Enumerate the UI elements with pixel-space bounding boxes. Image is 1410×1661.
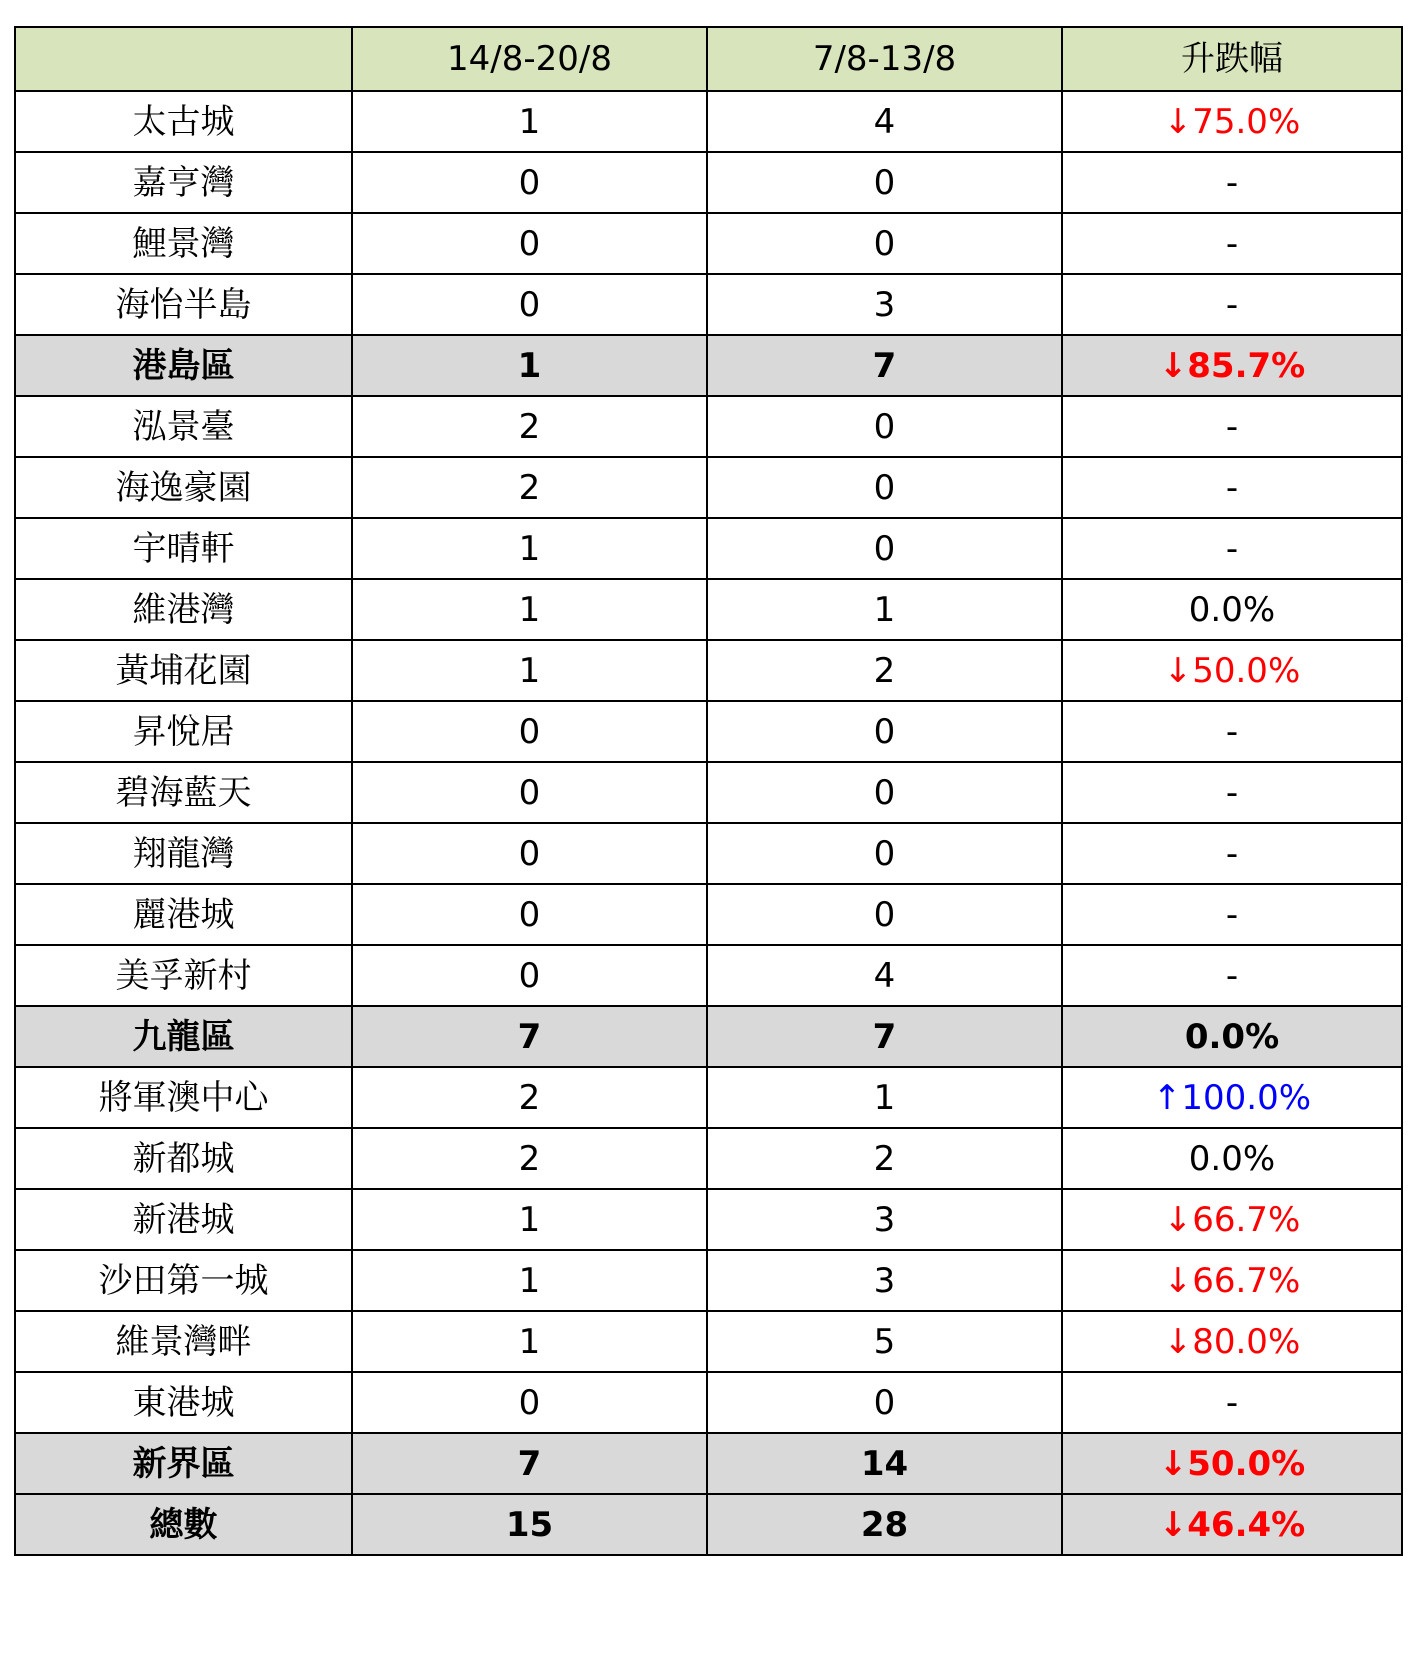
table-row <box>15 823 1402 884</box>
change-cell: - <box>1062 823 1402 884</box>
estate-name-cell: 沙田第一城 <box>15 1250 352 1311</box>
current-week-cell: 1 <box>352 579 707 640</box>
previous-week-cell: 0 <box>707 762 1062 823</box>
change-cell: - <box>1062 762 1402 823</box>
previous-week-cell: 0 <box>707 701 1062 762</box>
estate-name-cell: 維景灣畔 <box>15 1311 352 1372</box>
table-row <box>15 762 1402 823</box>
previous-week-cell: 14 <box>707 1433 1062 1494</box>
estate-name-cell: 新界區 <box>15 1433 352 1494</box>
table-body <box>15 91 1402 1555</box>
header-previous-week: 7/8-13/8 <box>707 27 1062 91</box>
previous-week-cell: 3 <box>707 1189 1062 1250</box>
table-row <box>15 701 1402 762</box>
change-cell: ↓50.0% <box>1062 640 1402 701</box>
change-cell: ↑100.0% <box>1062 1067 1402 1128</box>
header-current-week: 14/8-20/8 <box>352 27 707 91</box>
table-row <box>15 152 1402 213</box>
change-cell: - <box>1062 152 1402 213</box>
previous-week-cell: 0 <box>707 152 1062 213</box>
table-row <box>15 1250 1402 1311</box>
change-cell: 0.0% <box>1062 1006 1402 1067</box>
current-week-cell: 0 <box>352 762 707 823</box>
change-cell: ↓85.7% <box>1062 335 1402 396</box>
change-cell: ↓75.0% <box>1062 91 1402 152</box>
table-row <box>15 457 1402 518</box>
current-week-cell: 1 <box>352 1311 707 1372</box>
current-week-cell: 1 <box>352 518 707 579</box>
estate-name-cell: 翔龍灣 <box>15 823 352 884</box>
previous-week-cell: 0 <box>707 457 1062 518</box>
table-row <box>15 1372 1402 1433</box>
table-row <box>15 579 1402 640</box>
estate-name-cell: 總數 <box>15 1494 352 1555</box>
current-week-cell: 0 <box>352 213 707 274</box>
previous-week-cell: 0 <box>707 396 1062 457</box>
current-week-cell: 1 <box>352 335 707 396</box>
table-row <box>15 274 1402 335</box>
current-week-cell: 2 <box>352 1128 707 1189</box>
current-week-cell: 1 <box>352 1250 707 1311</box>
current-week-cell: 2 <box>352 1067 707 1128</box>
subtotal-row <box>15 1006 1402 1067</box>
estate-name-cell: 麗港城 <box>15 884 352 945</box>
estate-name-cell: 鯉景灣 <box>15 213 352 274</box>
previous-week-cell: 4 <box>707 945 1062 1006</box>
estate-name-cell: 港島區 <box>15 335 352 396</box>
current-week-cell: 0 <box>352 823 707 884</box>
change-cell: ↓66.7% <box>1062 1250 1402 1311</box>
change-cell: - <box>1062 1372 1402 1433</box>
change-cell: - <box>1062 396 1402 457</box>
estate-name-cell: 黃埔花園 <box>15 640 352 701</box>
previous-week-cell: 28 <box>707 1494 1062 1555</box>
table-row <box>15 945 1402 1006</box>
estate-name-cell: 新港城 <box>15 1189 352 1250</box>
table-row <box>15 396 1402 457</box>
change-cell: - <box>1062 213 1402 274</box>
subtotal-row <box>15 1494 1402 1555</box>
current-week-cell: 0 <box>352 152 707 213</box>
previous-week-cell: 3 <box>707 274 1062 335</box>
current-week-cell: 0 <box>352 884 707 945</box>
current-week-cell: 7 <box>352 1006 707 1067</box>
current-week-cell: 7 <box>352 1433 707 1494</box>
current-week-cell: 0 <box>352 945 707 1006</box>
table-row <box>15 1128 1402 1189</box>
previous-week-cell: 0 <box>707 823 1062 884</box>
table-row <box>15 518 1402 579</box>
estate-name-cell: 海逸豪園 <box>15 457 352 518</box>
estate-name-cell: 嘉亨灣 <box>15 152 352 213</box>
current-week-cell: 15 <box>352 1494 707 1555</box>
subtotal-row <box>15 1433 1402 1494</box>
previous-week-cell: 7 <box>707 335 1062 396</box>
estate-name-cell: 將軍澳中心 <box>15 1067 352 1128</box>
header-row <box>15 27 1402 91</box>
previous-week-cell: 3 <box>707 1250 1062 1311</box>
estate-name-cell: 維港灣 <box>15 579 352 640</box>
table-row <box>15 1311 1402 1372</box>
transaction-table <box>14 26 1403 1556</box>
subtotal-row <box>15 335 1402 396</box>
change-cell: ↓80.0% <box>1062 1311 1402 1372</box>
previous-week-cell: 0 <box>707 213 1062 274</box>
current-week-cell: 0 <box>352 1372 707 1433</box>
estate-name-cell: 昇悅居 <box>15 701 352 762</box>
change-cell: - <box>1062 457 1402 518</box>
estate-name-cell: 新都城 <box>15 1128 352 1189</box>
previous-week-cell: 2 <box>707 1128 1062 1189</box>
estate-name-cell: 美孚新村 <box>15 945 352 1006</box>
previous-week-cell: 2 <box>707 640 1062 701</box>
previous-week-cell: 1 <box>707 1067 1062 1128</box>
table-row <box>15 884 1402 945</box>
change-cell: ↓50.0% <box>1062 1433 1402 1494</box>
current-week-cell: 1 <box>352 91 707 152</box>
current-week-cell: 0 <box>352 701 707 762</box>
estate-name-cell: 海怡半島 <box>15 274 352 335</box>
change-cell: - <box>1062 884 1402 945</box>
previous-week-cell: 0 <box>707 518 1062 579</box>
table-row <box>15 213 1402 274</box>
header-change: 升跌幅 <box>1062 27 1402 91</box>
previous-week-cell: 0 <box>707 1372 1062 1433</box>
change-cell: - <box>1062 701 1402 762</box>
change-cell: 0.0% <box>1062 1128 1402 1189</box>
previous-week-cell: 4 <box>707 91 1062 152</box>
estate-name-cell: 太古城 <box>15 91 352 152</box>
change-cell: - <box>1062 945 1402 1006</box>
previous-week-cell: 0 <box>707 884 1062 945</box>
current-week-cell: 1 <box>352 640 707 701</box>
previous-week-cell: 7 <box>707 1006 1062 1067</box>
current-week-cell: 0 <box>352 274 707 335</box>
previous-week-cell: 5 <box>707 1311 1062 1372</box>
change-cell: 0.0% <box>1062 579 1402 640</box>
current-week-cell: 1 <box>352 1189 707 1250</box>
estate-name-cell: 碧海藍天 <box>15 762 352 823</box>
table-row <box>15 640 1402 701</box>
current-week-cell: 2 <box>352 396 707 457</box>
table-row <box>15 1067 1402 1128</box>
header-estate <box>15 27 352 91</box>
previous-week-cell: 1 <box>707 579 1062 640</box>
estate-name-cell: 泓景臺 <box>15 396 352 457</box>
current-week-cell: 2 <box>352 457 707 518</box>
estate-name-cell: 九龍區 <box>15 1006 352 1067</box>
table-row <box>15 1189 1402 1250</box>
estate-name-cell: 宇晴軒 <box>15 518 352 579</box>
table-row <box>15 91 1402 152</box>
change-cell: ↓46.4% <box>1062 1494 1402 1555</box>
change-cell: - <box>1062 274 1402 335</box>
estate-name-cell: 東港城 <box>15 1372 352 1433</box>
change-cell: - <box>1062 518 1402 579</box>
change-cell: ↓66.7% <box>1062 1189 1402 1250</box>
